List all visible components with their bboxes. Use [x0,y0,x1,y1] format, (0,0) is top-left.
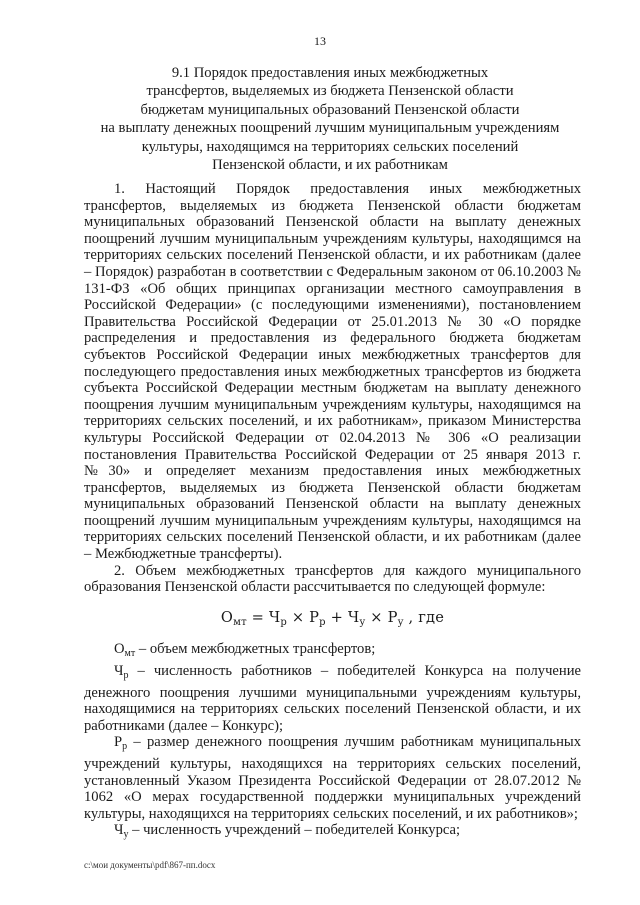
page-number: 13 [314,34,326,48]
formula-t4-sub: у [397,616,404,628]
paragraph-2: 2. Объем межбюджетных трансфертов для каждого муниципального образования Пензенской области рассчитывается по следующей формуле: [84,562,581,596]
formula-t1-sub: р [280,616,288,628]
formula-eq: = [246,608,269,626]
definition-subscript: мт [124,648,136,660]
definition-symbol: Р [114,734,123,751]
definition-symbol: О [114,641,125,658]
definition-subscript: р [123,670,129,682]
definition-rr [84,734,581,822]
formula-t3-sub: у [359,616,366,628]
title-line: культуры, находящимся на территориях сельских поселений [141,138,519,155]
formula-t3: Ч [347,608,360,626]
definition-omt [84,641,581,663]
document-body [84,181,581,844]
file-path-footer: c:\мои документы\pdf\867-пп.docx [84,860,216,870]
definition-chu [84,822,581,844]
definition-subscript: у [123,829,129,841]
section-title [80,64,580,174]
formula-times1: × [287,608,310,626]
formula-times2: × [365,608,388,626]
definition-text: – численность учреждений – победителей Конкурса; [128,822,461,839]
paragraph-1: 1. Настоящий Порядок предоставления иных межбюджетных трансфертов, выделяемых из бюджета Пензенской области бюджетам муниципальных образований Пензенской области на выплату денежных поощрений лучшим муниципальным учреждениям культуры, находящимся на территориях сельских поселений Пензенской области, и их работникам (далее – Порядок) разработан в соответствии с Федеральным законом от 06.10.2003 № 131-ФЗ «Об общих принципах организации местного самоуправления в Российской Федерации» (с последующими изменениями), постановлением Правительства Российской Федерации от 25.01.2013 № 30 «О порядке распределения и предоставления из федерального бюджета бюджетам субъектов Российской Федерации иных межбюджетных трансфертов для последующего предоставления иных межбюджетных трансфертов из бюджета субъекта Российской Федерации местным бюджетам на выплату денежного поощрения лучшим муниципальным учреждениям культуры, находящимся на территориях сельских поселений, и их работникам», приказом Министерства культуры Российской Федерации от 02.04.2013 № 306 «О реализации постановления Правительства Российской Федерации от 25 января 2013 г. №30» и определяет механизм предоставления иных межбюджетных трансфертов, выделяемых из бюджета Пензенской области бюджетам муниципальных образований Пензенской области на выплату денежных поощрений лучшим муниципальным учреждениям культуры, находящимся на территориях сельских поселений Пензенской области, и их работникам (далее – Межбюджетные трансферты). [84,181,581,563]
formula-lhs-sub: мт [233,616,247,628]
definition-text: – объем межбюджетных трансфертов; [135,641,376,658]
formula-lhs: О [220,608,234,626]
formula-t4: Р [387,608,398,626]
definition-subscript: р [122,741,128,753]
title-line: 9.1 Порядок предоставления иных межбюджетных [171,65,489,81]
formula-plus: + [325,608,348,626]
formula [84,610,581,632]
definition-symbol: Ч [114,663,124,680]
definition-text: – размер денежного поощрения лучшим работникам муниципальных учреждений культуры, находящихся на территориях сельских поселений, установленный Указом Президента Российской Федерации от 28.07.2012 № 1062 «О мерах государственной поддержки муниципальных учреждений культуры, находящихся на территориях сельских поселений, и их работников»; [84,734,581,822]
definition-chr [84,663,581,734]
definition-symbol: Ч [114,822,124,839]
formula-t1: Ч [268,608,281,626]
formula-t2: Р [309,608,320,626]
title-line: Пензенской области, и их работникам [212,157,448,174]
definition-text: – численность работников – победителей Конкурса на получение денежного поощрения лучшими муниципальными учреждениям культуры, находящимися на территориях сельских поселений Пензенской области, и их работниками (далее – Конкурс); [84,663,581,734]
formula-tail: , где [403,608,445,626]
title-line: трансфертов, выделяемых из бюджета Пензенской области [146,83,514,100]
title-line: бюджетам муниципальных образований Пензенской области [140,101,520,118]
formula-t2-sub: р [319,616,326,628]
title-line: на выплату денежных поощрений лучшим муниципальным учреждениям [100,120,560,137]
